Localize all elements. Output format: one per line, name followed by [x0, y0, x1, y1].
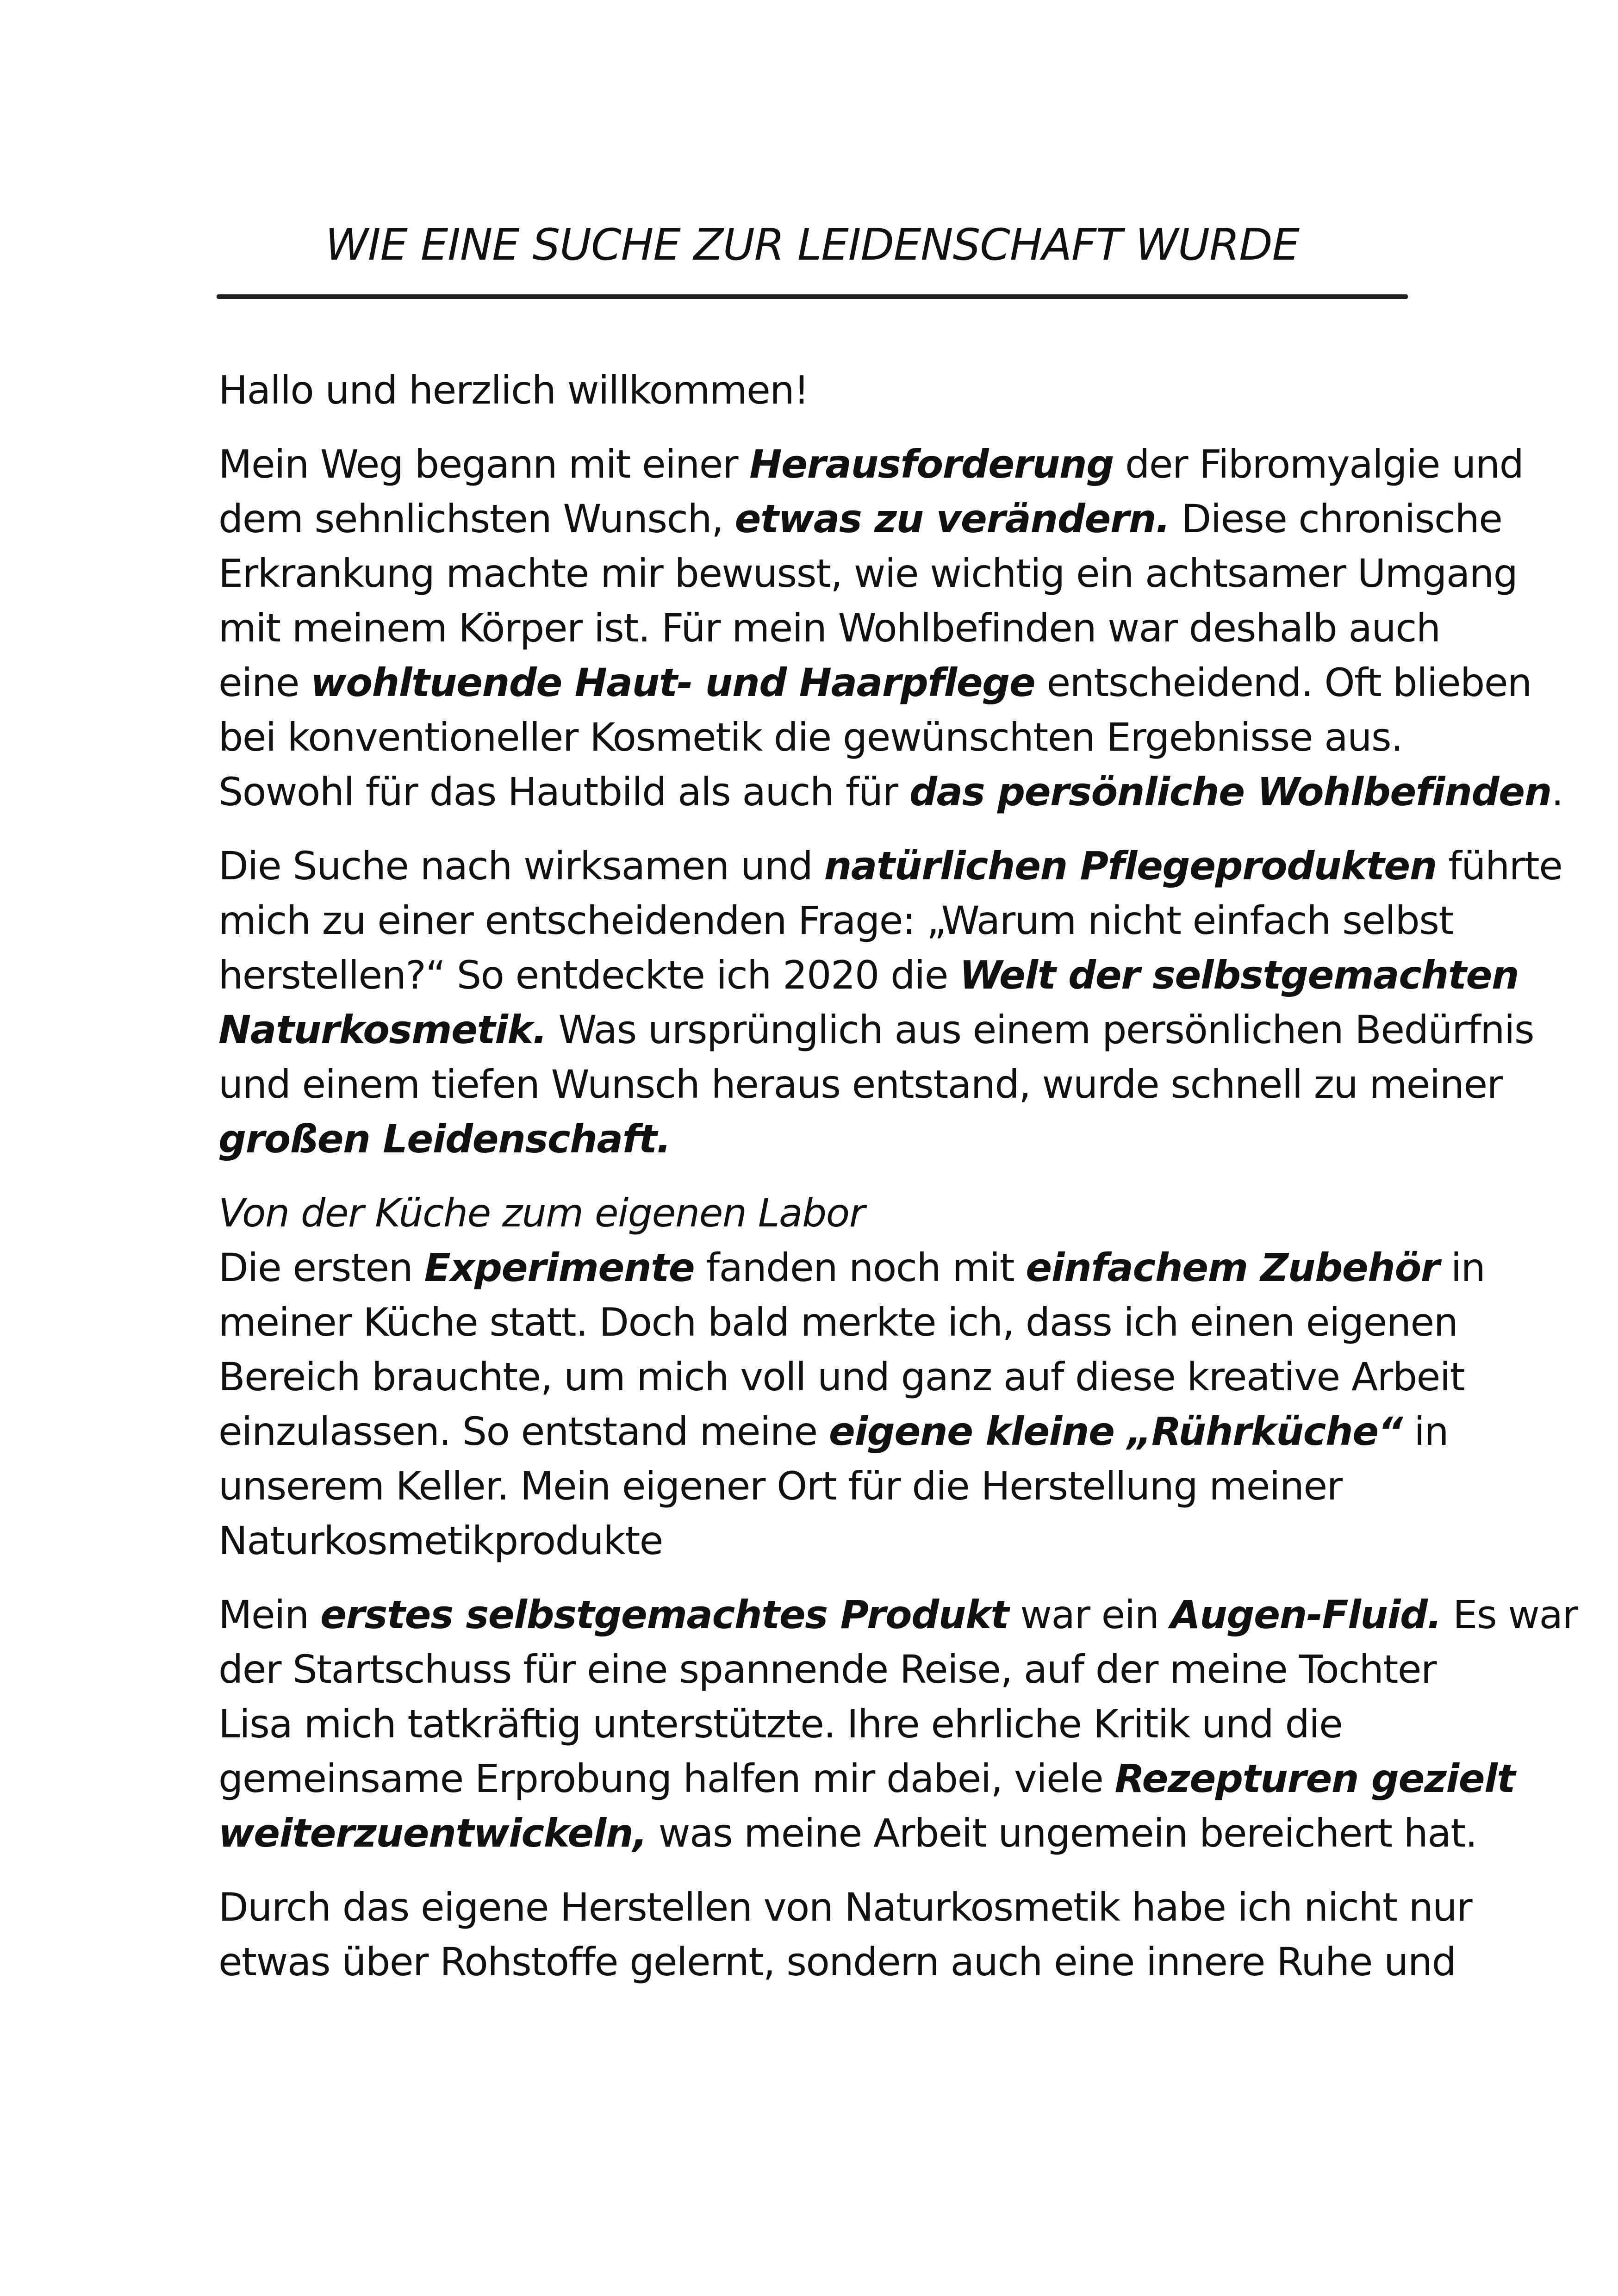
line: Durch das eigene Herstellen von Naturkosmetik habe ich nicht nur — [218, 1885, 1472, 1930]
emphasis: Rezepturen gezielt — [1114, 1756, 1515, 1801]
line: und einem tiefen Wunsch heraus entstand, wurde schnell zu meiner — [218, 1062, 1502, 1107]
line: mit meinem Körper ist. Für mein Wohlbefinden war deshalb auch — [218, 605, 1440, 651]
line: bei konventioneller Kosmetik die gewünschten Ergebnisse aus. — [218, 715, 1403, 760]
line: dem sehnlichsten Wunsch, etwas zu verändern. Diese chronische — [218, 496, 1502, 541]
line: der Startschuss für eine spannende Reise, auf der meine Tochter — [218, 1647, 1437, 1692]
emphasis: großen Leidenschaft. — [218, 1116, 671, 1162]
paragraph-3 — [218, 1240, 1485, 1568]
body-text — [218, 363, 1578, 1989]
paragraph-2 — [218, 839, 1562, 1166]
line: Naturkosmetik. Was ursprünglich aus einem persönlichen Bedürfnis — [218, 1007, 1534, 1052]
line: etwas über Rohstoffe gelernt, sondern auch eine innere Ruhe und — [218, 1939, 1456, 1985]
line: mich zu einer entscheidenden Frage: „Warum nicht einfach selbst — [218, 898, 1453, 943]
emphasis: Welt der selbstgemachten — [959, 952, 1519, 998]
title-divider — [217, 294, 1408, 299]
paragraph-4 — [218, 1587, 1578, 1860]
line: unserem Keller. Mein eigener Ort für die Herstellung meiner — [218, 1463, 1342, 1509]
emphasis: erstes selbstgemachtes Produkt — [320, 1592, 1009, 1637]
line: Mein erstes selbstgemachtes Produkt war ein Augen-Fluid. Es war — [218, 1592, 1578, 1637]
paragraph-1 — [218, 437, 1563, 819]
emphasis: natürlichen Pflegeprodukten — [824, 843, 1437, 889]
emphasis: Augen-Fluid. — [1170, 1592, 1442, 1637]
line: Erkrankung machte mir bewusst, wie wichtig ein achtsamer Umgang — [218, 551, 1518, 596]
emphasis: Herausforderung — [749, 442, 1114, 487]
line: meiner Küche statt. Doch bald merkte ich, dass ich einen eigenen — [218, 1300, 1458, 1345]
page-title: WIE EINE SUCHE ZUR LEIDENSCHAFT WURDE — [325, 220, 1300, 270]
emphasis: einfachem Zubehör — [1026, 1245, 1439, 1290]
line: Sowohl für das Hautbild als auch für das persönliche Wohlbefinden. — [218, 769, 1563, 815]
line: einzulassen. So entstand meine eigene kleine „Rührküche“ in — [218, 1409, 1449, 1454]
line — [218, 1112, 1431, 1166]
line: weiterzuentwickeln, was meine Arbeit ungemein bereichert hat. — [218, 1811, 1477, 1856]
emphasis: Naturkosmetik. — [218, 1007, 547, 1052]
emphasis: das persönliche Wohlbefinden — [909, 769, 1551, 815]
line: eine wohltuende Haut- und Haarpflege entscheidend. Oft blieben — [218, 660, 1531, 705]
line: Mein Weg begann mit einer Herausforderung der Fibromyalgie und — [218, 442, 1524, 487]
line: Bereich brauchte, um mich voll und ganz auf diese kreative Arbeit — [218, 1354, 1465, 1400]
paragraph-5 — [218, 1880, 1472, 1989]
emphasis: etwas zu verändern. — [734, 496, 1170, 541]
line: gemeinsame Erprobung halfen mir dabei, viele Rezepturen gezielt — [218, 1756, 1515, 1801]
emphasis: weiterzuentwickeln, — [218, 1811, 647, 1856]
emphasis: Experimente — [424, 1245, 695, 1290]
greeting: Hallo und herzlich willkommen! — [218, 367, 809, 413]
emphasis: wohltuende Haut- und Haarpflege — [311, 660, 1035, 705]
line: Die ersten Experimente fanden noch mit einfachem Zubehör in — [218, 1245, 1485, 1290]
emphasis: eigene kleine „Rührküche“ — [828, 1409, 1403, 1454]
line: Naturkosmetikprodukte — [218, 1518, 663, 1563]
line: Lisa mich tatkräftig unterstützte. Ihre ehrliche Kritik und die — [218, 1701, 1343, 1747]
subheading: Von der Küche zum eigenen Labor — [218, 1190, 865, 1236]
line: Die Suche nach wirksamen und natürlichen Pflegeprodukten führte — [218, 843, 1562, 889]
line: herstellen?“ So entdeckte ich 2020 die Welt der selbstgemachten — [218, 952, 1519, 998]
